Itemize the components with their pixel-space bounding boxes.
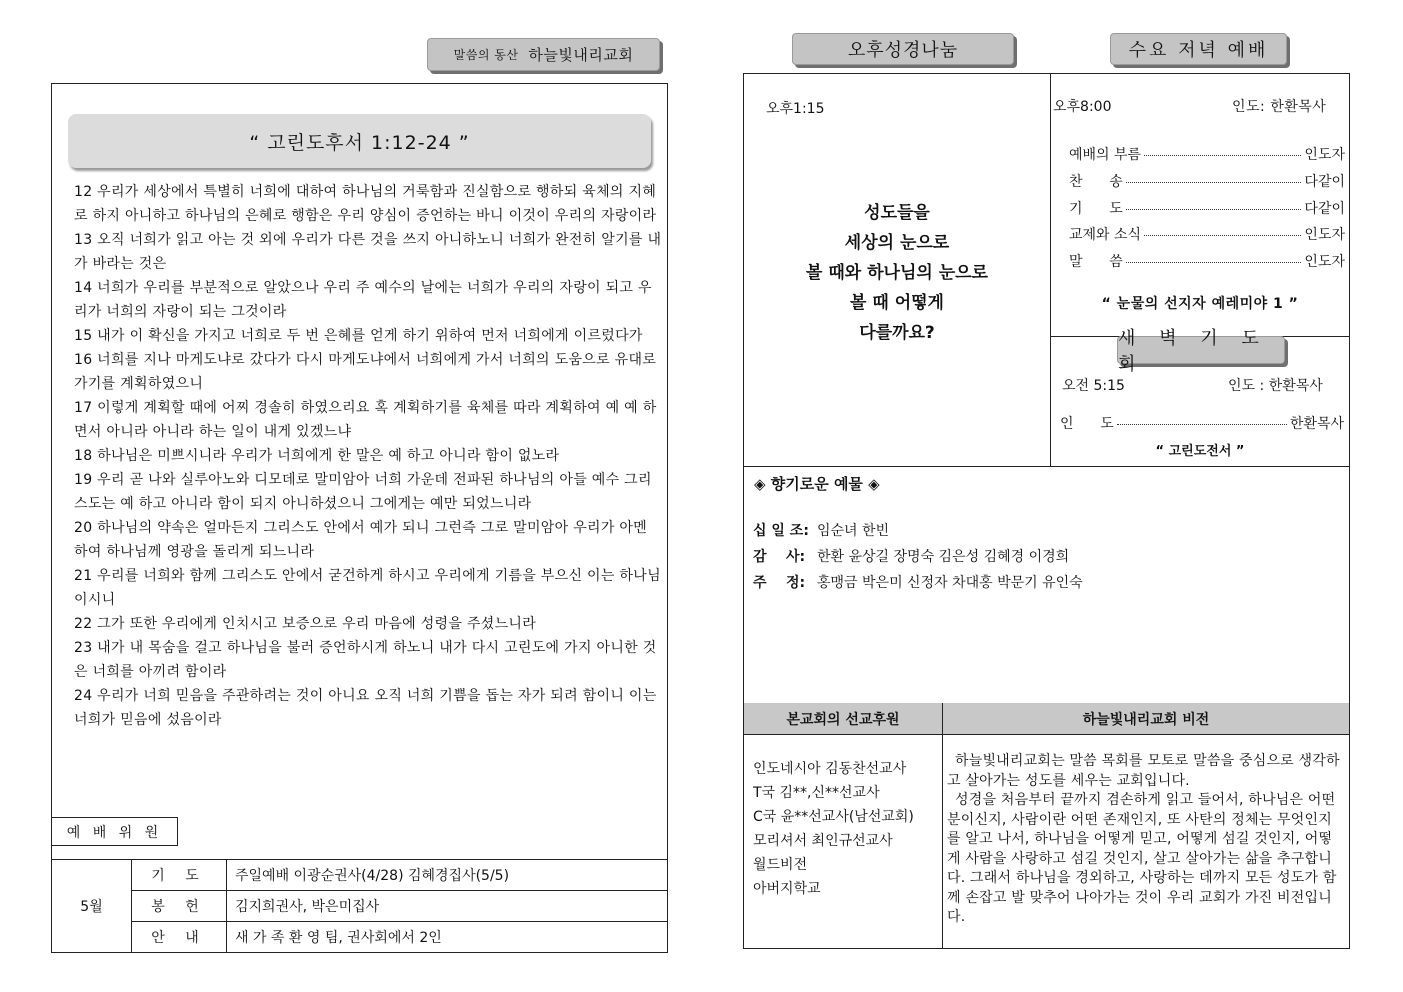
verse: 21 우리를 너희와 함께 그리스도 안에서 굳건하게 하시고 우리에게 기름을 부으신 이는 하나님이시니 <box>74 568 661 608</box>
message-line: 볼 때 어떻게 <box>850 293 944 313</box>
list-item: T국 김**,신**선교사 <box>753 785 880 801</box>
offering-label: 감 사: <box>753 549 806 565</box>
afternoon-time: 오후1:15 <box>766 101 825 117</box>
church-vision-header: 하늘빛내리교회 비전 <box>943 703 1349 734</box>
order-who: 인도자 <box>1304 147 1345 163</box>
duty-role: 봉 헌 <box>132 891 227 922</box>
order-who: 다같이 <box>1304 201 1345 217</box>
order-item <box>1069 198 1345 218</box>
worship-committee-label: 예 배 위 원 <box>51 817 178 846</box>
offering-names: 임순녀 한빈 <box>817 523 890 539</box>
table-row <box>52 891 668 922</box>
message-line: 성도들을 <box>864 203 930 223</box>
wednesday-time: 오후8:00 <box>1053 99 1112 115</box>
verse: 18 하나님은 미쁘시니라 우리가 너희에게 한 말은 예 하고 아니라 함이 없노라 <box>74 448 560 464</box>
dot-leader <box>1126 182 1302 183</box>
verse: 12 우리가 세상에서 특별히 너희에 대하여 하나님의 거룩함과 진실함으로 행하되 육체의 지혜로 하지 아니하고 하나님의 은혜로 행함은 우리 양심이 증언하는 바니 이것이 우리의 자랑이라 <box>74 184 657 224</box>
dawn-prayer-tag: 새 벽 기 도 회 <box>1117 336 1285 364</box>
table-row <box>52 860 668 891</box>
order-item <box>1069 144 1345 164</box>
order-who: 인도자 <box>1304 227 1345 243</box>
verse: 16 너희를 지나 마게도냐로 갔다가 다시 마게도냐에서 너희에게 가서 너희의 도움으로 유대로 가기를 계획하였으니 <box>74 352 657 392</box>
verse: 22 그가 또한 우리에게 인치시고 보증으로 우리 마음에 성령을 주셨느니라 <box>74 616 537 632</box>
verse: 19 우리 곧 나와 실루아노와 디모데로 말미암아 너희 가운데 전파된 하나님의 아들 예수 그리스도는 예 하고 아니라 함이 되지 아니하셨으니 그에게는 예만 되었느니라 <box>74 472 652 512</box>
order-label: 인 도 <box>1060 416 1114 432</box>
table-row <box>52 922 668 953</box>
vision-text <box>947 752 1345 928</box>
order-item <box>1069 224 1345 244</box>
verse-list <box>74 180 664 732</box>
verse: 14 너희가 우리를 부분적으로 알았으나 우리 주 예수의 날에는 너희가 우리의 자랑이 되고 우리가 너희의 자랑이 되는 그것이라 <box>74 280 652 320</box>
offering-names: 홍맹금 박은미 신정자 차대홍 박문기 유인숙 <box>817 575 1083 591</box>
dawn-time: 오전 5:15 <box>1062 378 1125 394</box>
verse: 20 하나님의 약속은 얼마든지 그리스도 안에서 예가 되니 그런즉 그로 말미암아 우리가 아멘 하여 하나님께 영광을 돌리게 되느니라 <box>74 520 648 560</box>
scripture-panel <box>51 83 668 953</box>
dawn-sermon-title: “ 고린도전서 ” <box>1155 444 1245 459</box>
order-item <box>1069 171 1345 191</box>
verse: 24 우리가 너희 믿음을 주관하려는 것이 아니요 오직 너희 기쁨을 돕는 자가 되려 함이니 이는 너희가 믿음에 섰음이라 <box>74 688 657 728</box>
message-line: 볼 때와 하나님의 눈으로 <box>806 263 988 283</box>
divider <box>744 734 1350 735</box>
order-label: 기 도 <box>1069 201 1123 217</box>
offering-label: 주 정: <box>753 575 806 591</box>
order-who: 한환목사 <box>1289 416 1344 432</box>
wednesday-service-tag: 수요 저녁 예배 <box>1110 33 1287 65</box>
offering-row <box>753 572 1083 592</box>
order-who: 다같이 <box>1304 174 1345 190</box>
divider <box>744 466 1350 467</box>
dot-leader <box>1144 155 1301 156</box>
list-item: C국 윤**선교사(남선교회) <box>753 809 914 825</box>
church-name: 하늘빛내리교회 <box>528 46 634 64</box>
order-who: 인도자 <box>1304 254 1345 270</box>
verse: 17 이렇게 계획할 때에 어찌 경솔히 하였으리요 혹 계획하기를 육체를 따라 계획하여 예 예 하면서 아니라 아니라 하는 일이 내게 있겠느냐 <box>74 400 657 440</box>
church-motto: 말씀의 동산 <box>453 48 519 62</box>
duty-names: 김지희권사, 박은미집사 <box>227 891 668 922</box>
list-item: 월드비전 <box>753 857 808 873</box>
duty-month: 5월 <box>52 860 132 953</box>
dot-leader <box>1144 235 1301 236</box>
vision-paragraph: 성경을 처음부터 끝까지 겸손하게 읽고 들어서, 하나님은 어떤 분이신지, 사람이란 어떤 존재인지, 또 사탄의 정체는 무엇인지를 알고 나서, 하나님을 어떻게 믿고, 어떻게 섬길 것인지, 어떻게 사람을 사랑하고 섬길 것인지, 살고 살아가는 삶을 추구합니다. 그래서 하나님을 경외하고, 사랑하는 데까지 모든 성도가 함께 손잡고 발 맞추어 나아가는 것이 우리 교회가 가진 비전입니다. <box>947 792 1337 925</box>
verse: 13 오직 너희가 읽고 아는 것 외에 우리가 다른 것을 쓰지 아니하노니 너희가 완전히 알기를 내가 바라는 것은 <box>74 232 662 272</box>
wednesday-sermon-title: “ 눈물의 선지자 예레미야 1 ” <box>1101 296 1299 312</box>
divider <box>1050 74 1051 467</box>
order-label: 교제와 소식 <box>1069 227 1142 243</box>
dawn-order-item <box>1060 413 1344 433</box>
divider <box>942 703 943 949</box>
mission-support-header: 본교회의 선교후원 <box>744 703 942 734</box>
worship-committee-table <box>51 859 668 953</box>
offering-row <box>753 546 1069 566</box>
schedule-panel <box>743 73 1350 949</box>
message-line: 세상의 눈으로 <box>844 233 950 253</box>
duty-names: 새 가 족 환 영 팀, 권사회에서 2인 <box>227 922 668 953</box>
church-name-tag <box>427 38 660 71</box>
duty-names: 주일예배 이광순권사(4/28) 김혜경집사(5/5) <box>227 860 668 891</box>
verse: 23 내가 내 목숨을 걸고 하나님을 불러 증언하시게 하노니 내가 다시 고린도에 가지 아니한 것은 너희를 아끼려 함이라 <box>74 640 657 680</box>
duty-role: 안 내 <box>132 922 227 953</box>
verse: 15 내가 이 확신을 가지고 너희로 두 번 은혜를 얻게 하기 위하여 먼저 너희에게 이르렀다가 <box>74 328 643 344</box>
dot-leader <box>1117 424 1287 425</box>
afternoon-message <box>744 198 1050 348</box>
dot-leader <box>1126 209 1302 210</box>
duty-role: 기 도 <box>132 860 227 891</box>
dawn-leader: 인도 : 한환목사 <box>1228 378 1323 394</box>
order-label: 말 씀 <box>1069 254 1123 270</box>
afternoon-bible-sharing-tag: 오후성경나눔 <box>792 33 1014 65</box>
list-item: 모리셔서 최인규선교사 <box>753 833 893 849</box>
offering-names: 한환 윤상길 장명숙 김은성 김혜경 이경희 <box>817 549 1070 565</box>
wednesday-leader: 인도: 한환목사 <box>1232 99 1327 115</box>
message-line: 다를까요? <box>859 323 935 343</box>
vision-paragraph: 하늘빛내리교회는 말씀 목회를 모토로 말씀을 중심으로 생각하고 살아가는 성도를 세우는 교회입니다. <box>947 753 1340 789</box>
list-item: 인도네시아 김동찬선교사 <box>753 761 907 777</box>
order-label: 찬 송 <box>1069 174 1123 190</box>
dot-leader <box>1126 262 1302 263</box>
list-item: 아버지학교 <box>753 881 821 897</box>
scripture-title: “ 고린도후서 1:12-24 ” <box>68 114 651 168</box>
mission-list <box>753 757 914 901</box>
order-label: 예배의 부름 <box>1069 147 1142 163</box>
offering-row <box>753 520 889 540</box>
offering-label: 십 일 조: <box>753 523 809 539</box>
offerings-title: ◈ 향기로운 예물 ◈ <box>754 475 880 493</box>
order-item <box>1069 251 1345 271</box>
